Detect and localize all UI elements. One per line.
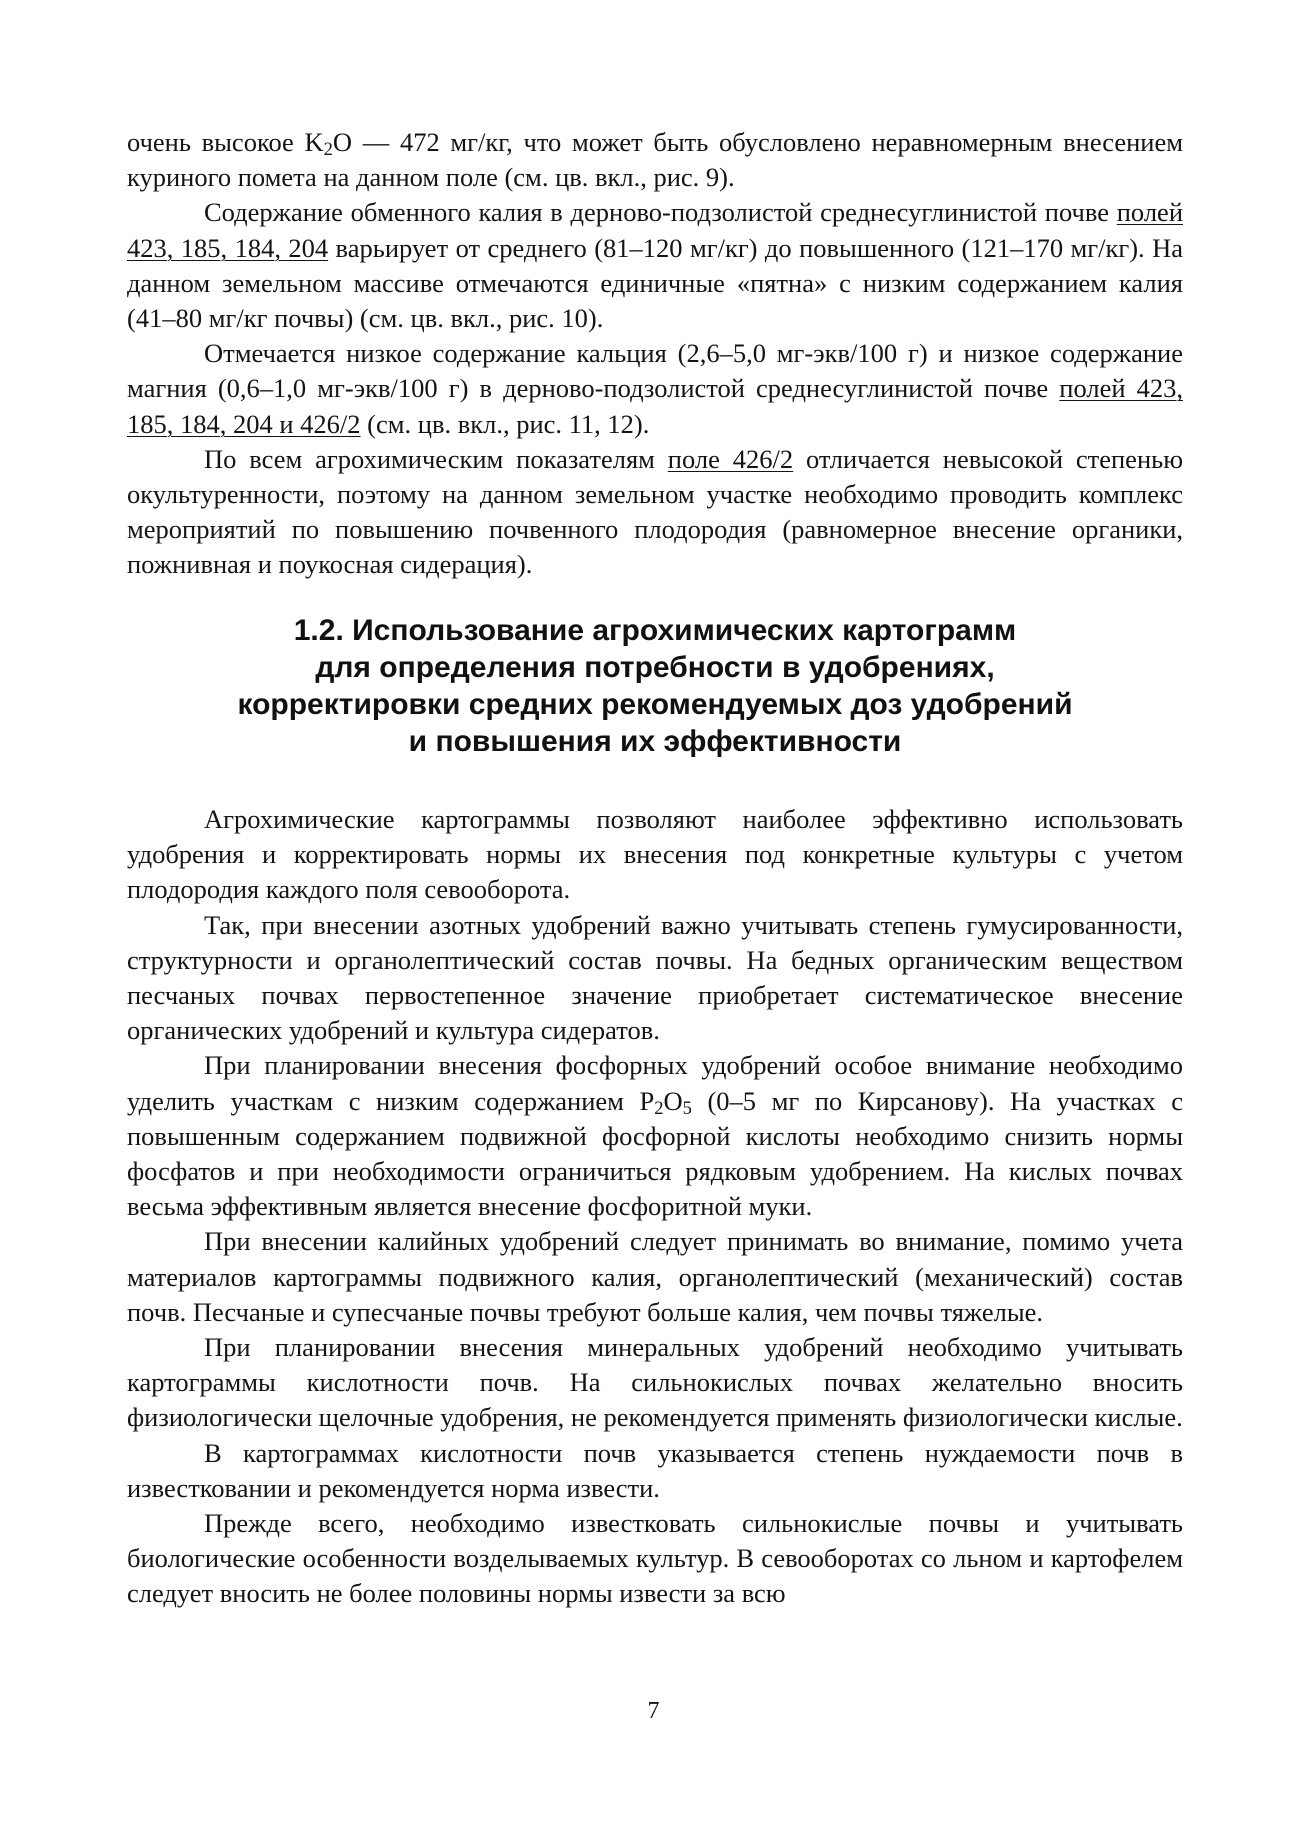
paragraph: Содержание обменного калия в дерново-подзолистой среднесуглинистой почве полей 423, 185, 184, 204 варьирует от среднего (81–120 мг/кг) до повышенного (121–170 мг/кг). На данном земельном массиве отмечаются единичные «пятна» с низким содержанием калия (41–80 мг/кг почвы) (см. цв. вкл., рис. 10). [127,197,1183,334]
top-text-section [127,125,1183,583]
heading-line: для определения потребности в удобрениях, [315,651,995,684]
paragraph: Прежде всего, необходимо известковать сильнокислые почвы и учитывать биологические особенности возделываемых культур. В севооборотах со льном и картофелем следует вносить не более половины нормы извести за всю [127,1508,1183,1609]
paragraph: По всем агрохимическим показателям поле 426/2 отличается невысокой степенью окультуренности, поэтому на данном земельном участке необходимо проводить комплекс мероприятий по повышению почвенного плодородия (равномерное внесение органики, пожнивная и поукосная сидерация). [127,443,1184,580]
heading-line: и повышения их эффективности [408,725,902,758]
heading-line: корректировки средних рекомендуемых доз удобрений [237,688,1073,721]
section-heading [127,612,1183,760]
paragraph: При планировании внесения минеральных удобрений необходимо учитывать картограммы кислотности почв. На сильнокислых почвах желательно вносить физиологически щелочные удобрения, не рекомендуется применять физиологически кислые. [127,1332,1183,1433]
underlined-field-ref: поле 426/2 [667,443,794,474]
heading-line: 1.2. Использование агрохимических картограмм [293,614,1017,647]
paragraph: В картограммах кислотности почв указывается степень нуждаемости почв в известковании и рекомендуется норма извести. [127,1437,1183,1503]
paragraph: Отмечается низкое содержание кальция (2,6–5,0 мг-экв/100 г) и низкое содержание магния (0,6–1,0 мг-экв/100 г) в дерново-подзолистой среднесуглинистой почве полей 423, 185, 184, 204 и 426/2 (см. цв. вкл., рис. 11, 12). [127,338,1184,439]
main-text-section [127,802,1183,1612]
paragraph: Так, при внесении азотных удобрений важно учитывать степень гумусированности, структурности и органолептический состав почвы. На бедных органическим веществом песчаных почвах первостепенное значение приобретает систематическое внесение органических удобрений и культура сидератов. [127,909,1183,1046]
paragraph: При внесении калийных удобрений следует принимать во внимание, помимо учета материалов картограммы подвижного калия, органолептический (механический) состав почв. Песчаные и супесчаные почвы требуют больше калия, чем почвы тяжелые. [127,1226,1183,1327]
paragraph: При планировании внесения фосфорных удобрений особое внимание необходимо уделить участкам с низким содержанием $P_2O_5$ (0–5 мг по Кирсанову). На участках с повышенным содержанием подвижной фосфорной кислоты необходимо снизить нормы фосфатов и при необходимости ограничиться рядковым удобрением. На кислых почвах весьма эффективным является внесение фосфоритной муки. [127,1050,1183,1222]
underlined-field-ref: полей 423, 185, 184, 204 [127,197,1183,263]
page-number: 7 [647,1698,660,1724]
paragraph: Агрохимические картограммы позволяют наиболее эффективно использовать удобрения и корректировать нормы их внесения под конкретные культуры с учетом плодородия каждого поля севооборота. [127,804,1183,905]
underlined-field-ref: полей 423, 185, 184, 204 и 426/2 [127,373,1184,439]
paragraph: очень высокое $K_2O$ — 472 мг/кг, что может быть обусловлено неравномерным внесением куриного помета на данном поле (см. цв. вкл., рис. 9). [127,127,1183,193]
